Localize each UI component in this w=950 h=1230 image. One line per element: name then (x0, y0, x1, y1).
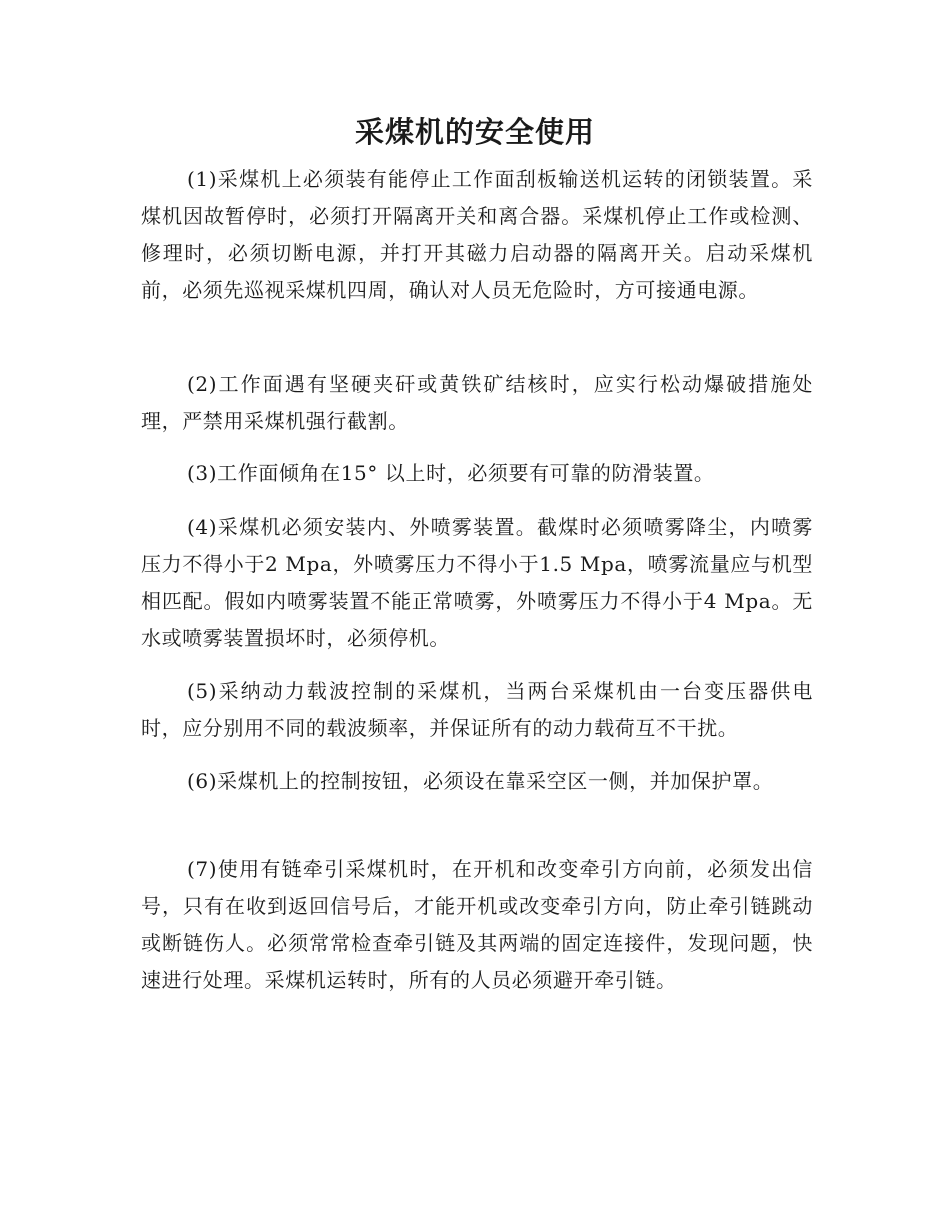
paragraph-4: (4)采煤机必须安装内、外喷雾装置。截煤时必须喷雾降尘，内喷雾压力不得小于2 Mpa，外喷雾压力不得小于1.5 Mpa，喷雾流量应与机型相匹配。假如内喷雾装置不能正常喷雾，外喷雾压力不得小于4 Mpa。无水或喷雾装置损坏时，必须停机。 (141, 515, 813, 650)
paragraph-2: (2)工作面遇有坚硬夹矸或黄铁矿结核时，应实行松动爆破措施处理，严禁用采煤机强行截割。 (141, 372, 813, 433)
paragraph-6: (6)采煤机上的控制按钮，必须设在靠采空区一侧，并加保护罩。 (187, 769, 774, 793)
paragraph-7: (7)使用有链牵引采煤机时，在开机和改变牵引方向前，必须发出信号，只有在收到返回信号后，才能开机或改变牵引方向，防止牵引链跳动或断链伤人。必须常常检查牵引链及其两端的固定连接件，发现问题，快速进行处理。采煤机运转时，所有的人员必须避开牵引链。 (141, 857, 813, 992)
paragraph-1: (1)采煤机上必须装有能停止工作面刮板输送机运转的闭锁装置。采煤机因故暂停时，必须打开隔离开关和离合器。采煤机停止工作或检测、修理时，必须切断电源，并打开其磁力启动器的隔离开关。启动采煤机前，必须先巡视采煤机四周，确认对人员无危险时，方可接通电源。 (141, 167, 813, 302)
paragraph-5: (5)采纳动力载波控制的采煤机，当两台采煤机由一台变压器供电时，应分别用不同的载波频率，并保证所有的动力载荷互不干扰。 (141, 679, 813, 740)
document-title: 采煤机的安全使用 (354, 115, 595, 149)
paragraph-3: (3)工作面倾角在15° 以上时，必须要有可靠的防滑装置。 (187, 461, 715, 485)
